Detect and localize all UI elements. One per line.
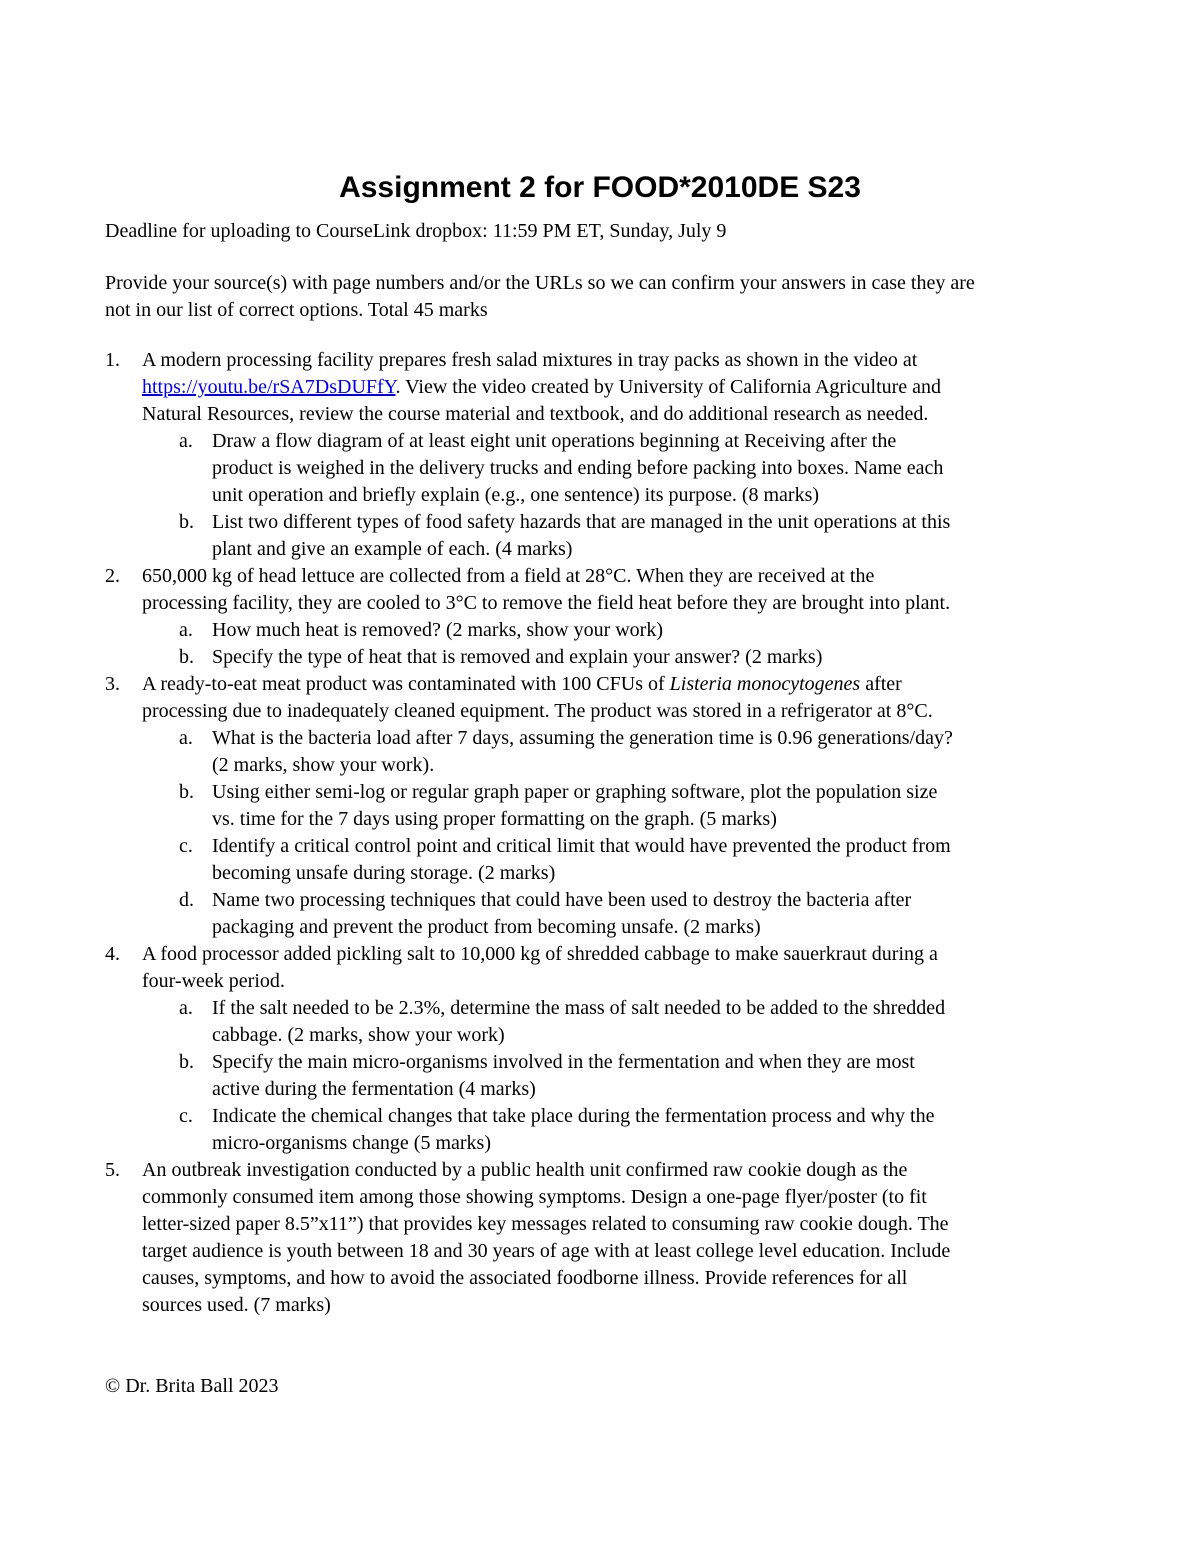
sub-question-letter: d.: [179, 889, 194, 911]
sub-question-text: Identify a critical control point and critical limit that would have prevented the product from: [212, 835, 951, 857]
sub-question-letter: c.: [179, 835, 193, 857]
sub-question-4c: [142, 1103, 1100, 1157]
question-5: [105, 1157, 1100, 1319]
sub-question-letter: a.: [179, 619, 193, 641]
sub-question-letter: a.: [179, 430, 193, 452]
sub-question-text: active during the fermentation (4 marks): [212, 1078, 536, 1100]
question-text: Natural Resources, review the course material and textbook, and do additional research as needed.: [142, 403, 929, 425]
sub-question-text: becoming unsafe during storage. (2 marks): [212, 862, 556, 884]
question-text: [142, 671, 1100, 698]
question-number: 4.: [105, 943, 120, 965]
sub-question-text: Using either semi-log or regular graph paper or graphing software, plot the population size: [212, 781, 938, 803]
sub-question-text: (2 marks, show your work).: [212, 754, 435, 776]
question-text: A modern processing facility prepares fresh salad mixtures in tray packs as shown in the video at: [142, 349, 918, 371]
sub-question-4b: [142, 1049, 1100, 1103]
question-number: 3.: [105, 673, 120, 695]
question-text: processing due to inadequately cleaned equipment. The product was stored in a refrigerator at 8°C.: [142, 700, 933, 722]
intro-line: Provide your source(s) with page numbers and/or the URLs so we can confirm your answers in case they are: [105, 272, 975, 294]
deadline-text: Deadline for uploading to CourseLink dropbox: 11:59 PM ET, Sunday, July 9: [105, 220, 727, 242]
question-3: [105, 671, 1100, 941]
sub-question-2a: [142, 617, 1100, 644]
sub-question-letter: a.: [179, 727, 193, 749]
sub-question-list: [142, 995, 1100, 1157]
question-number: 5.: [105, 1159, 120, 1181]
question-4: [105, 941, 1100, 1157]
sub-question-text: Specify the type of heat that is removed and explain your answer? (2 marks): [212, 646, 823, 668]
sub-question-letter: b.: [179, 646, 194, 668]
question-text: processing facility, they are cooled to 3°C to remove the field heat before they are brought into plant.: [142, 592, 951, 614]
sub-question-text: cabbage. (2 marks, show your work): [212, 1024, 505, 1046]
question-text: letter-sized paper 8.5”x11”) that provides key messages related to consuming raw cookie dough. The: [142, 1213, 949, 1235]
sub-question-text: vs. time for the 7 days using proper formatting on the graph. (5 marks): [212, 808, 777, 830]
question-text: A food processor added pickling salt to 10,000 kg of shredded cabbage to make sauerkraut during a: [142, 943, 938, 965]
sub-question-text: If the salt needed to be 2.3%, determine the mass of salt needed to be added to the shredded: [212, 997, 946, 1019]
sub-question-3d: [142, 887, 1100, 941]
question-text: An outbreak investigation conducted by a public health unit confirmed raw cookie dough as the: [142, 1159, 908, 1181]
sub-question-text: micro-organisms change (5 marks): [212, 1132, 491, 1154]
sub-question-list: [142, 428, 1100, 563]
sub-question-text: Name two processing techniques that could have been used to destroy the bacteria after: [212, 889, 912, 911]
sub-question-text: product is weighed in the delivery trucks and ending before packing into boxes. Name each: [212, 457, 944, 479]
sub-question-letter: b.: [179, 781, 194, 803]
question-text: causes, symptoms, and how to avoid the associated foodborne illness. Provide references for all: [142, 1267, 908, 1289]
sub-question-text: List two different types of food safety hazards that are managed in the unit operations at this: [212, 511, 951, 533]
sub-question-text: unit operation and briefly explain (e.g., one sentence) its purpose. (8 marks): [212, 484, 820, 506]
question-text: target audience is youth between 18 and 30 years of age with at least college level education. Include: [142, 1240, 951, 1262]
question-2: [105, 563, 1100, 671]
question-text-fragment: A ready-to-eat meat product was contaminated with 100 CFUs of: [142, 673, 670, 695]
sub-question-letter: a.: [179, 997, 193, 1019]
sub-question-letter: b.: [179, 511, 194, 533]
question-1: [105, 347, 1100, 563]
sub-question-text: plant and give an example of each. (4 marks): [212, 538, 573, 560]
question-text-fragment: after: [860, 673, 902, 695]
sub-question-text: Draw a flow diagram of at least eight unit operations beginning at Receiving after the: [212, 430, 897, 452]
organism-name: Listeria monocytogenes: [669, 673, 861, 695]
question-number: 2.: [105, 565, 120, 587]
sub-question-3a: [142, 725, 1100, 779]
copyright-notice: © Dr. Brita Ball 2023: [105, 1375, 279, 1397]
question-text: [142, 374, 1100, 401]
sub-question-text: Specify the main micro-organisms involved in the fermentation and when they are most: [212, 1051, 915, 1073]
intro-line: not in our list of correct options. Total 45 marks: [105, 299, 488, 321]
intro-paragraph: [105, 270, 1095, 324]
sub-question-text: How much heat is removed? (2 marks, show your work): [212, 619, 664, 641]
sub-question-2b: [142, 644, 1100, 671]
sub-question-3c: [142, 833, 1100, 887]
question-text: sources used. (7 marks): [142, 1294, 331, 1316]
page-title: Assignment 2 for FOOD*2010DE S23: [339, 171, 861, 204]
question-list: [105, 347, 1100, 1319]
sub-question-text: What is the bacteria load after 7 days, assuming the generation time is 0.96 generations/day?: [212, 727, 953, 749]
sub-question-letter: c.: [179, 1105, 193, 1127]
sub-question-4a: [142, 995, 1100, 1049]
question-number: 1.: [105, 349, 120, 371]
question-text: four-week period.: [142, 970, 285, 992]
question-text: 650,000 kg of head lettuce are collected from a field at 28°C. When they are received at the: [142, 565, 875, 587]
sub-question-text: Indicate the chemical changes that take place during the fermentation process and why the: [212, 1105, 935, 1127]
sub-question-letter: b.: [179, 1051, 194, 1073]
sub-question-3b: [142, 779, 1100, 833]
sub-question-1b: [142, 509, 1100, 563]
sub-question-list: [142, 725, 1100, 941]
sub-question-list: [142, 617, 1100, 671]
sub-question-text: packaging and prevent the product from becoming unsafe. (2 marks): [212, 916, 761, 938]
sub-question-1a: [142, 428, 1100, 509]
question-text-fragment: . View the video created by University of California Agriculture and: [395, 376, 942, 398]
question-text: commonly consumed item among those showing symptoms. Design a one-page flyer/poster (to fit: [142, 1186, 927, 1208]
video-link[interactable]: https://youtu.be/rSA7DsDUFfY: [142, 376, 396, 398]
